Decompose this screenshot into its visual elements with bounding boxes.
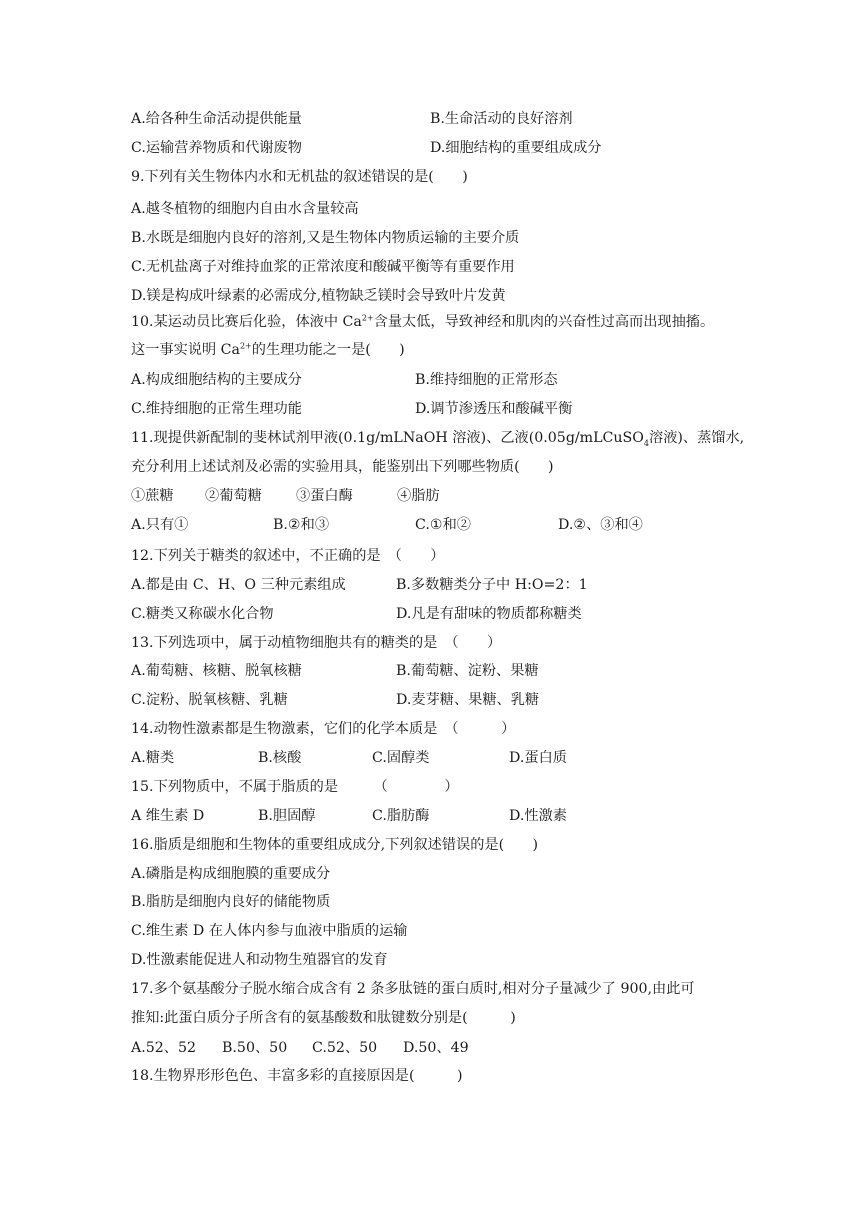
q12-option-a: A.都是由 C、H、O 三种元素组成: [131, 577, 346, 593]
q11-option-a: A.只有①: [131, 517, 189, 533]
q11-stem-line2: 充分利用上述试剂及必需的实验用具，能鉴别出下列哪些物质( ): [131, 459, 554, 475]
q12-stem: 12.下列关于糖类的叙述中，不正确的是 （ ）: [131, 548, 445, 564]
q15-option-b: B.胆固醇: [258, 808, 316, 824]
q9-option-d: D.镁是构成叶绿素的必需成分,植物缺乏镁时会导致叶片发黄: [131, 288, 506, 304]
q11-item-2: ②葡萄糖: [205, 488, 262, 504]
q16-option-b: B.脂肪是细胞内良好的储能物质: [131, 894, 331, 910]
q14-option-a: A.糖类: [131, 750, 175, 766]
q13-option-c: C.淀粉、脱氧核糖、乳糖: [131, 692, 288, 708]
q8-option-d: D.细胞结构的重要组成成分: [430, 140, 602, 156]
q16-option-a: A.磷脂是构成细胞膜的重要成分: [131, 866, 331, 882]
q15-option-d: D.性激素: [509, 808, 567, 824]
q14-option-b: B.核酸: [258, 750, 302, 766]
q15-option-a: A 维生素 D: [131, 808, 205, 824]
q11-stem-line1: 11.现提供新配制的斐林试剂甲液(0.1g/mLNaOH 溶液)、乙液(0.05g/mLCuSO$_4$溶液)、蒸馏水,: [131, 430, 745, 448]
q9-option-a: A.越冬植物的细胞内自由水含量较高: [131, 201, 359, 217]
q17-stem-line2: 推知:此蛋白质分子所含有的氨基酸数和肽键数分别是( ): [131, 1010, 516, 1026]
q10-option-b: B.维持细胞的正常形态: [415, 372, 558, 388]
q9-option-b: B.水既是细胞内良好的溶剂,又是生物体内物质运输的主要介质: [131, 230, 520, 246]
q15-option-c: C.脂肪酶: [372, 808, 430, 824]
q8-option-c: C.运输营养物质和代谢废物: [131, 140, 302, 156]
q14-option-d: D.蛋白质: [509, 750, 567, 766]
q10-option-a: A.构成细胞结构的主要成分: [131, 372, 302, 388]
q11-item-1: ①蔗糖: [131, 488, 174, 504]
q10-option-d: D.调节渗透压和酸碱平衡: [415, 401, 573, 417]
q14-option-c: C.固醇类: [372, 750, 430, 766]
q16-option-d: D.性激素能促进人和动物生殖器官的发育: [131, 952, 388, 968]
q17-option-a: A.52、52: [131, 1040, 197, 1056]
q14-stem: 14.动物性激素都是生物激素，它们的化学本质是 （ ）: [131, 721, 516, 737]
q13-option-b: B.葡萄糖、淀粉、果糖: [396, 663, 539, 679]
q12-option-b: B.多数糖类分子中 H:O=2：1: [396, 577, 588, 593]
q13-stem: 13.下列选项中，属于动植物细胞共有的糖类的是 （ ）: [131, 635, 502, 651]
q13-option-a: A.葡萄糖、核糖、脱氧核糖: [131, 663, 302, 679]
q17-option-c: C.52、50: [312, 1040, 378, 1056]
q13-option-d: D.麦芽糖、果糖、乳糖: [396, 692, 540, 708]
q17-option-d: D.50、49: [403, 1040, 469, 1056]
q16-stem: 16.脂质是细胞和生物体的重要组成成分,下列叙述错误的是( ): [131, 837, 539, 853]
q18-stem: 18.生物界形形色色、丰富多彩的直接原因是( ): [131, 1068, 463, 1084]
q11-option-b: B.②和③: [273, 517, 330, 533]
q15-stem: 15.下列物质中，不属于脂质的是 （ ）: [131, 779, 459, 795]
q8-option-a: A.给各种生命活动提供能量: [131, 111, 302, 127]
q8-option-b: B.生命活动的良好溶剂: [430, 111, 573, 127]
q10-stem-line2: 这一事实说明 $Ca^{2+}$的生理功能之一是( ): [131, 341, 405, 358]
q16-option-c: C.维生素 D 在人体内参与血液中脂质的运输: [131, 923, 408, 939]
q9-stem: 9.下列有关生物体内水和无机盐的叙述错误的是( ): [131, 169, 468, 185]
q11-option-d: D.②、③和④: [558, 517, 643, 533]
q12-option-d: D.凡是有甜味的物质都称糖类: [396, 606, 582, 622]
q9-option-c: C.无机盐离子对维持血浆的正常浓度和酸碱平衡等有重要作用: [131, 259, 515, 275]
q10-stem-line1: 10.某运动员比赛后化验，体液中 $Ca^{2+}$含量太低，导致神经和肌肉的兴奋性过高而出现抽搐。: [131, 313, 715, 330]
q11-item-3: ③蛋白酶: [296, 488, 353, 504]
q17-option-b: B.50、50: [222, 1040, 288, 1056]
q11-item-4: ④脂肪: [397, 488, 440, 504]
q10-option-c: C.维持细胞的正常生理功能: [131, 401, 302, 417]
q12-option-c: C.糖类又称碳水化合物: [131, 606, 274, 622]
q17-stem-line1: 17.多个氨基酸分子脱水缩合成含有 2 条多肽链的蛋白质时,相对分子量减少了 900,由此可: [131, 981, 695, 997]
q11-option-c: C.①和②: [415, 517, 471, 533]
